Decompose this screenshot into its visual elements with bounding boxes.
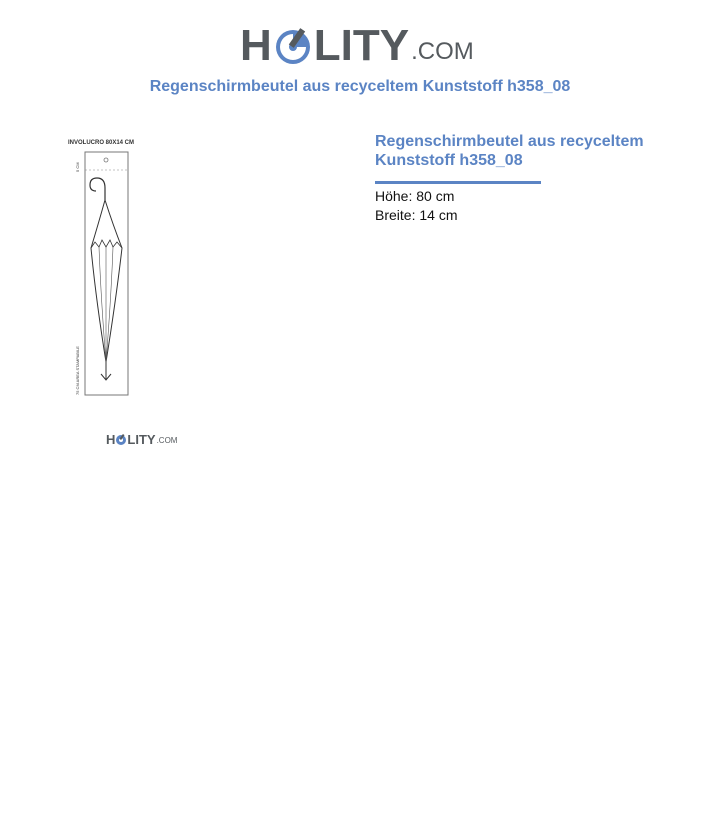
- small-logo-o-icon: [115, 433, 127, 446]
- product-details: [375, 132, 675, 225]
- image-side-label-bottom: 75 CM AREA STAMPABILE: [75, 346, 80, 395]
- small-logo-letters: LITY: [127, 432, 156, 447]
- logo-o-icon: [273, 24, 313, 68]
- product-title: [375, 132, 675, 170]
- small-logo-letter-h: H: [106, 432, 116, 447]
- holity-logo-small: [106, 430, 176, 446]
- logo-letters-lity: LITY: [313, 21, 410, 70]
- product-image: [46, 130, 186, 420]
- logo-letter-h: H: [240, 21, 272, 70]
- page-title: Regenschirmbeutel aus recyceltem Kunststoff h358_08: [149, 78, 571, 95]
- spec-width: Breite: 14 cm: [375, 207, 458, 223]
- title-underline: [375, 181, 541, 184]
- holity-logo[interactable]: [240, 12, 500, 68]
- product-title-line2: Kunststoff h358_08: [375, 152, 523, 169]
- small-logo-wordmark: [106, 433, 156, 446]
- logo-domain-suffix: .COM: [411, 38, 474, 65]
- image-side-label-top: 5 CM: [75, 162, 80, 172]
- logo-wordmark: [240, 21, 410, 70]
- spec-height: Höhe: 80 cm: [375, 188, 455, 204]
- product-title-line1: Regenschirmbeutel aus recyceltem: [375, 133, 644, 150]
- image-caption: INVOLUCRO 80X14 CM: [68, 140, 135, 146]
- small-logo-suffix: .COM: [156, 436, 178, 445]
